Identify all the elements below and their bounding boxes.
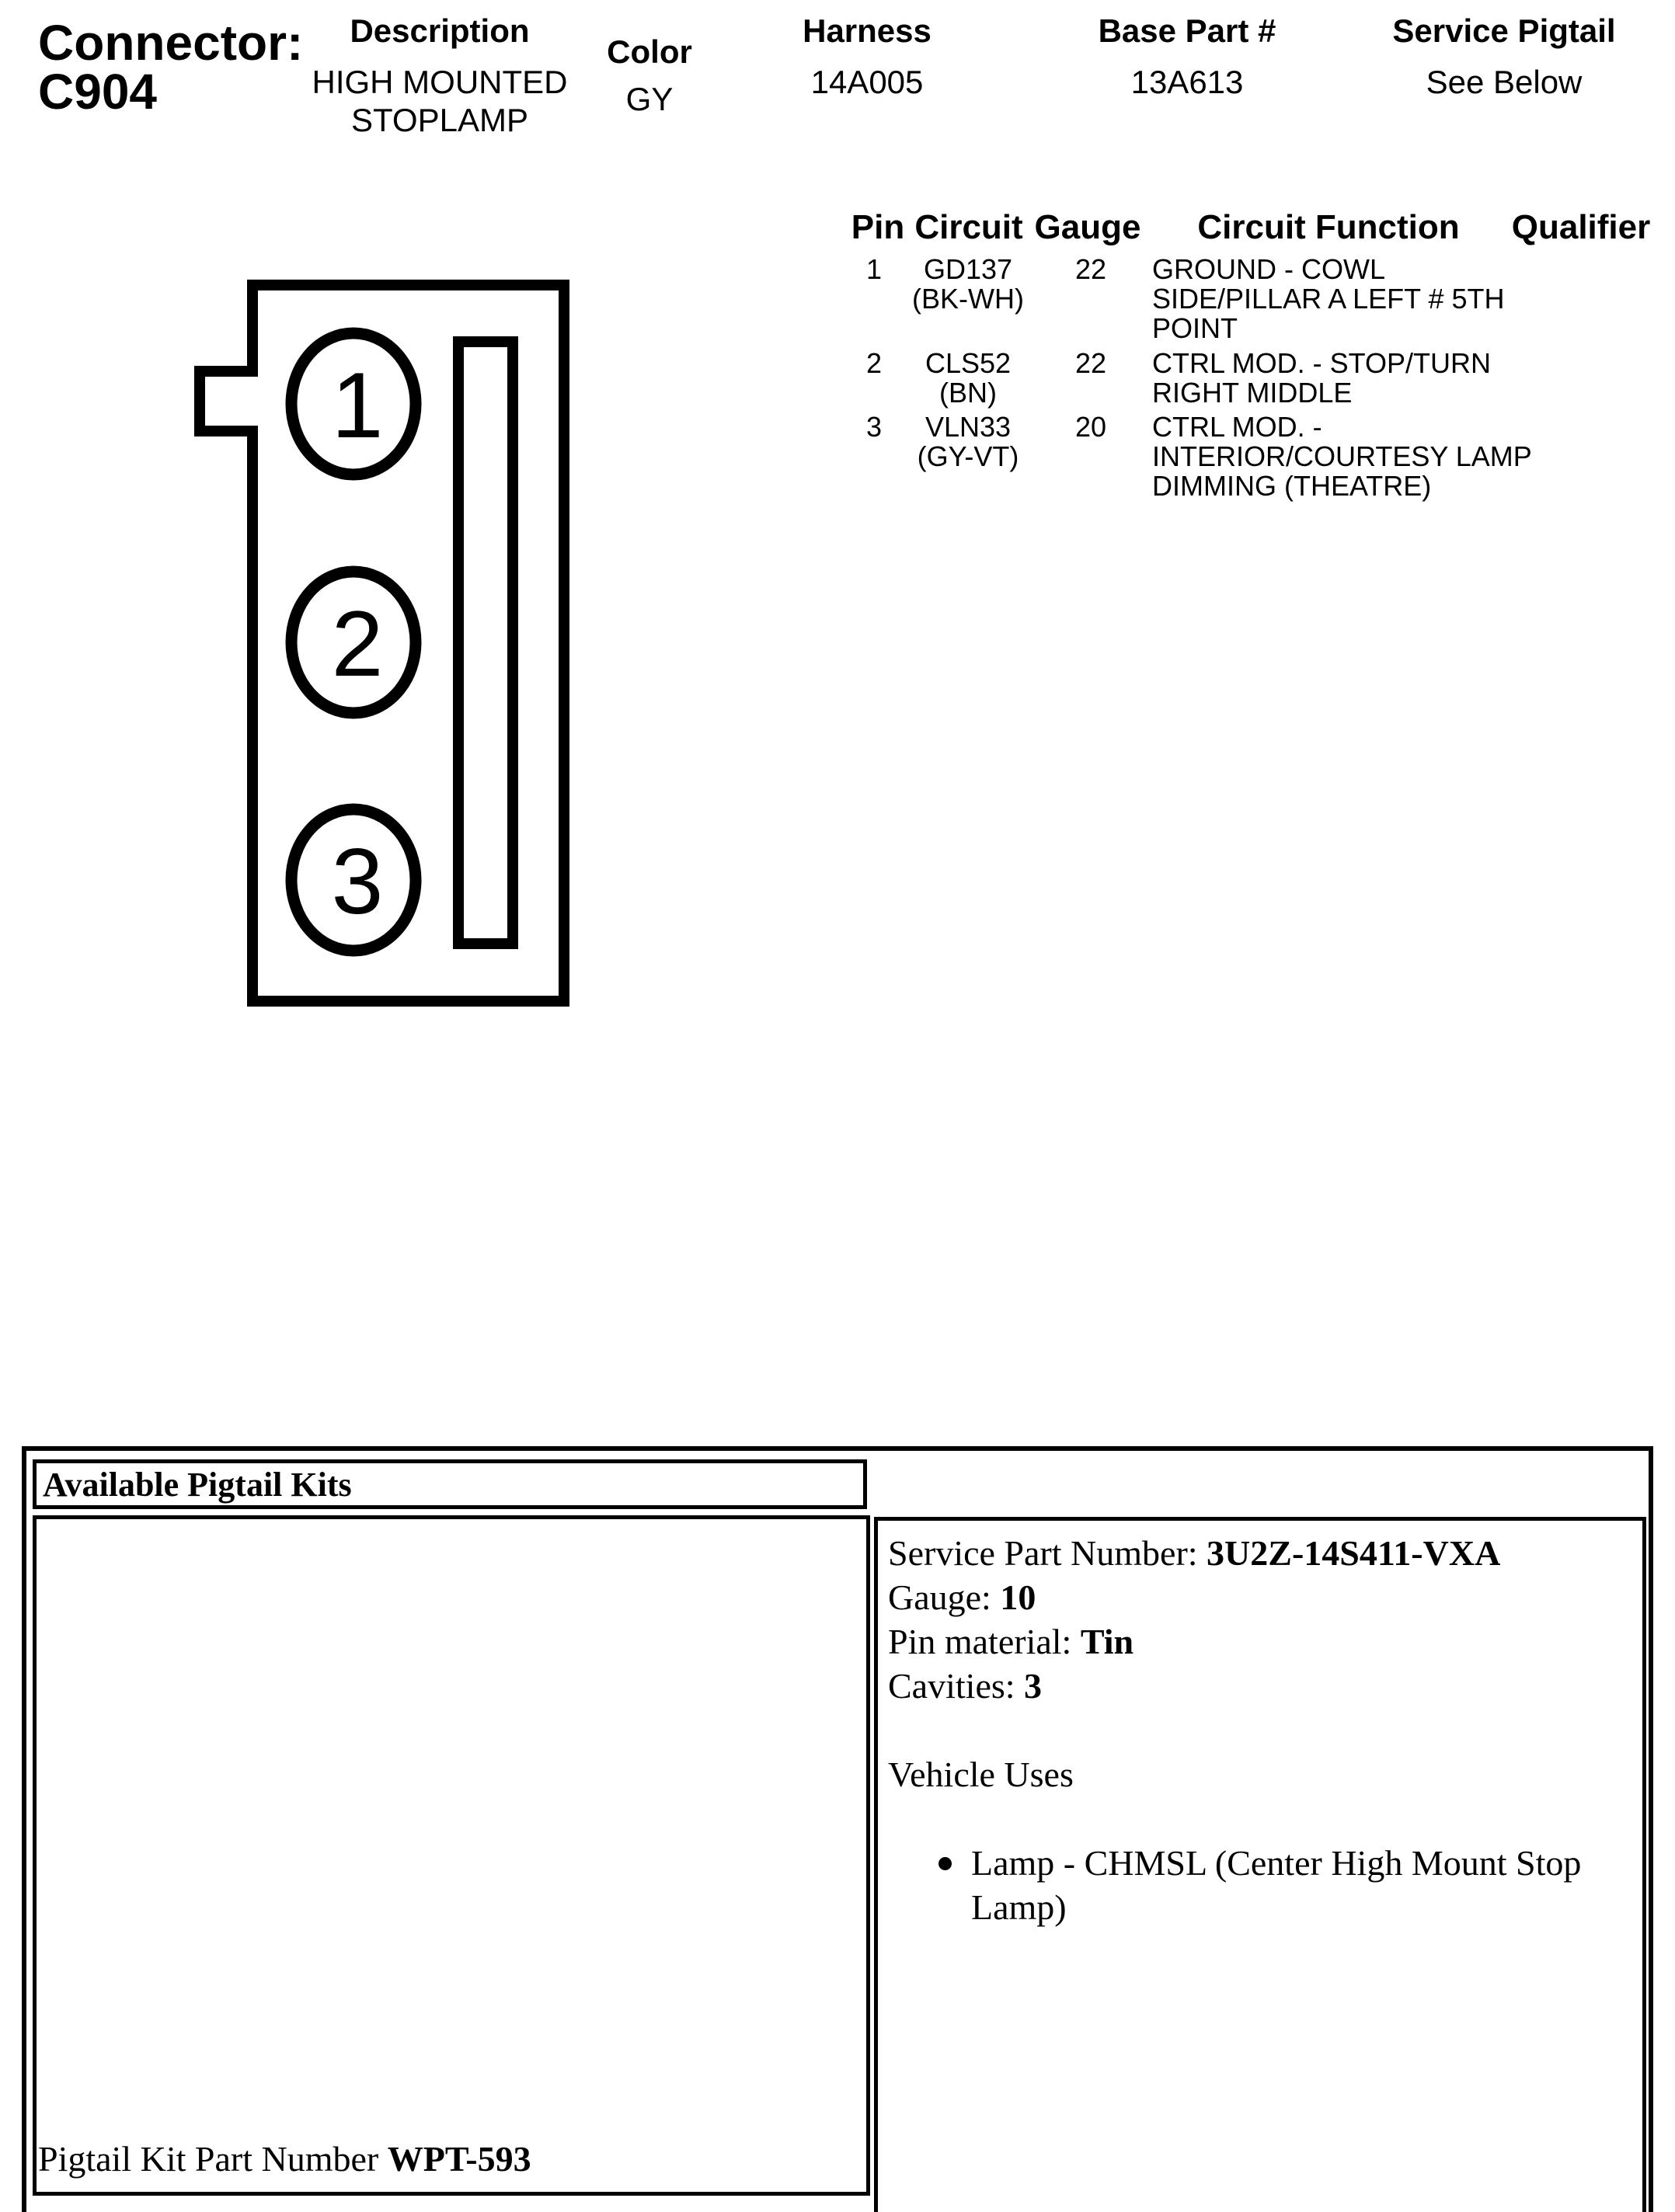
pigtail-kits-title: Available Pigtail Kits (43, 1465, 352, 1504)
service-part-value: 3U2Z-14S411-VXA (1207, 1533, 1501, 1573)
table-row-3-gauge: 20 (1074, 411, 1107, 443)
table-header-pin: Pin (851, 208, 905, 246)
pigtail-kit-cell (33, 1515, 870, 2196)
connector-pinout-diagram (179, 256, 590, 1041)
function-line: SIDE/PILLAR A LEFT # 5TH (1152, 283, 1505, 315)
pin-number-1: 1 (331, 353, 384, 457)
function-line: DIMMING (THEATRE) (1152, 470, 1432, 502)
connector-title (38, 15, 304, 120)
table-row-3-pin: 3 (865, 411, 883, 443)
table-row-2-circuit (925, 349, 1011, 408)
table-row-1-gauge: 22 (1074, 253, 1107, 285)
gauge-line (888, 1575, 1630, 1619)
kit-part-label: Pigtail Kit Part Number (38, 2139, 388, 2179)
function-line: GROUND - COWL (1152, 253, 1385, 285)
vehicle-use-item (971, 1841, 1639, 1929)
pin-material-line (888, 1619, 1630, 1664)
circuit-color: (GY-VT) (917, 440, 1019, 472)
base-part-label: Base Part # (1098, 12, 1276, 49)
spacer (888, 1708, 1630, 1752)
pin-material-value: Tin (1080, 1622, 1134, 1661)
kit-part-number-line (38, 2137, 531, 2181)
circuit-color: (BN) (938, 377, 997, 409)
table-header-gauge: Gauge (1034, 208, 1141, 246)
table-row-1-circuit (912, 255, 1024, 314)
service-part-cell (874, 1517, 1646, 2212)
table-header-circuit-function: Circuit Function (1197, 208, 1460, 246)
table-row-3-function (1152, 411, 1532, 502)
gauge-label: Gauge: (888, 1577, 1001, 1617)
cavities-value: 3 (1024, 1666, 1043, 1706)
bullet-icon (938, 1857, 952, 1870)
header-col-base-part (1099, 13, 1276, 101)
harness-value: 14A005 (810, 64, 924, 100)
header-col-service-pigtail (1392, 13, 1615, 101)
header-col-harness (803, 13, 932, 101)
base-part-value: 13A613 (1130, 64, 1244, 100)
pin-number-3: 3 (331, 830, 384, 934)
circuit-code: VLN33 (925, 411, 1012, 443)
gauge-value: 10 (1000, 1577, 1036, 1617)
color-value: GY (625, 81, 674, 117)
connector-keyway-slot (458, 342, 513, 944)
circuit-code: CLS52 (925, 347, 1012, 379)
service-pigtail-value: See Below (1426, 64, 1583, 100)
header-col-description (312, 13, 568, 139)
table-row-1-function (1152, 255, 1525, 343)
service-pigtail-label: Service Pigtail (1392, 12, 1616, 49)
table-row-1-pin: 1 (865, 253, 883, 285)
vehicle-uses-list (888, 1841, 1630, 1929)
connector-id: C904 (38, 64, 157, 120)
header-col-color (607, 34, 692, 118)
pin-material-label: Pin material: (888, 1622, 1081, 1661)
function-line: POINT (1152, 312, 1238, 344)
color-label: Color (607, 33, 692, 70)
description-value-line1: HIGH MOUNTED (312, 64, 568, 100)
kit-part-value: WPT-593 (387, 2139, 531, 2179)
connector-label: Connector: (38, 15, 304, 71)
service-part-line (888, 1531, 1630, 1575)
description-label: Description (350, 12, 530, 49)
function-line: RIGHT MIDDLE (1152, 377, 1353, 409)
table-header-circuit: Circuit (914, 208, 1023, 246)
circuit-code: GD137 (923, 253, 1013, 285)
cavities-line (888, 1664, 1630, 1708)
table-row-3-circuit (918, 412, 1019, 471)
function-line: INTERIOR/COURTESY LAMP (1152, 440, 1532, 472)
table-row-2-function (1152, 349, 1525, 408)
vehicle-use-text: Lamp - CHMSL (Center High Mount Stop Lamp) (971, 1843, 1582, 1927)
circuit-color: (BK-WH) (912, 283, 1024, 315)
pin-number-2: 2 (331, 592, 384, 696)
vehicle-uses-title: Vehicle Uses (888, 1755, 1074, 1794)
cavities-label: Cavities: (888, 1666, 1025, 1706)
table-row-2-gauge: 22 (1074, 347, 1107, 379)
service-part-label: Service Part Number: (888, 1533, 1207, 1573)
table-row-2-pin: 2 (865, 347, 883, 379)
function-line: CTRL MOD. - STOP/TURN (1152, 347, 1492, 379)
description-value-line2: STOPLAMP (351, 102, 528, 138)
table-header-qualifier: Qualifier (1511, 208, 1651, 246)
function-line: CTRL MOD. - (1152, 411, 1322, 443)
pigtail-kits-header-box (33, 1459, 867, 1509)
harness-label: Harness (803, 12, 932, 49)
